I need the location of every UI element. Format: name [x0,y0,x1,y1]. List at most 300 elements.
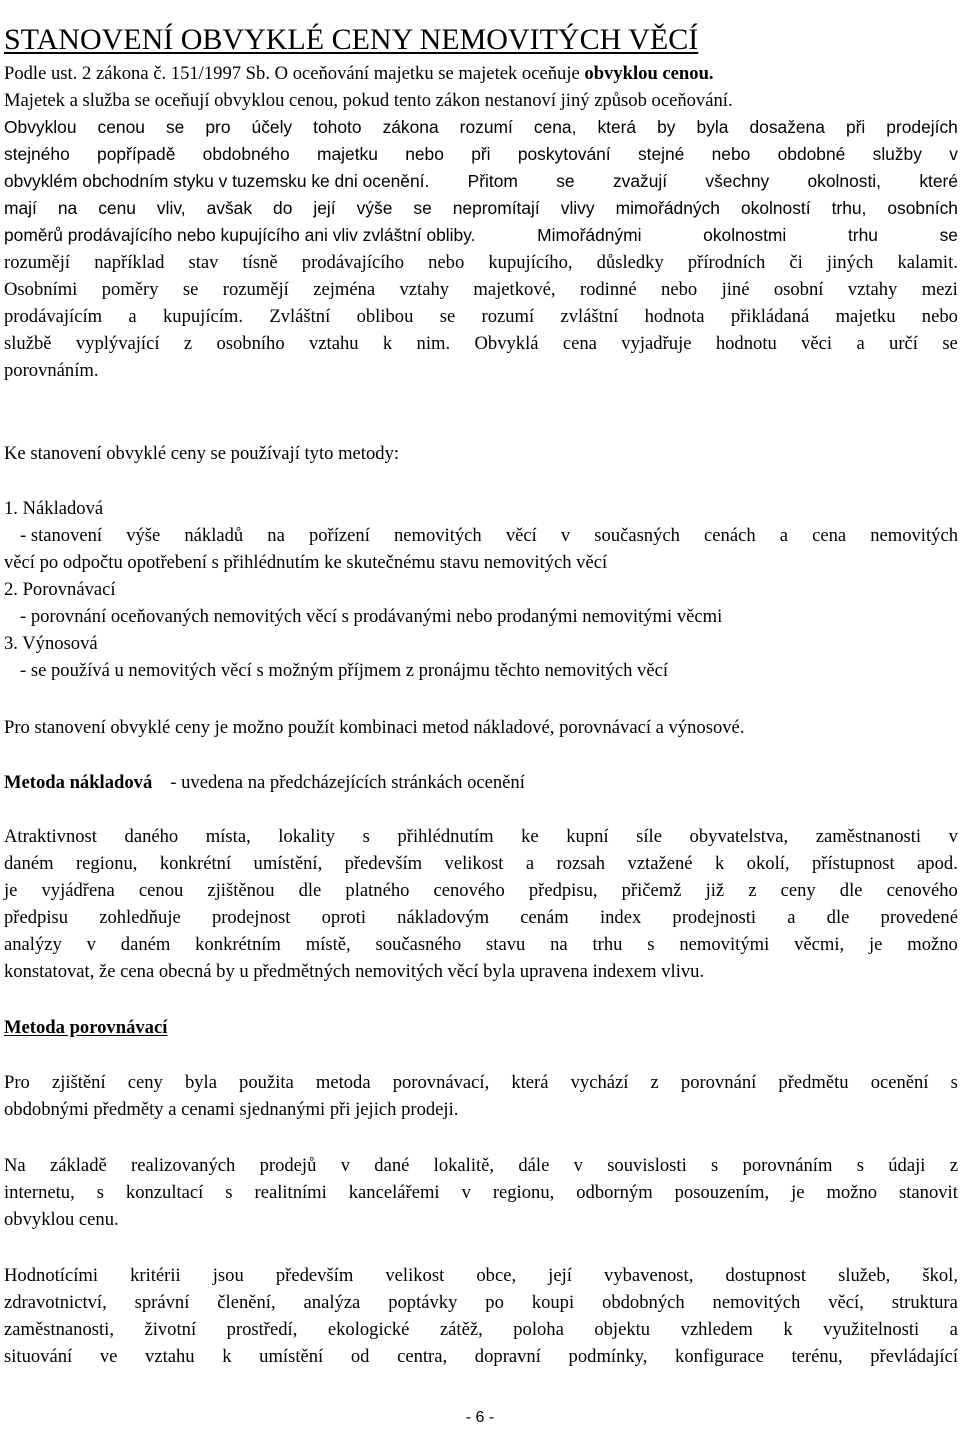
word: věci [801,333,833,354]
word: nebo [405,144,444,164]
word: všechny [705,171,770,191]
word: nebo [661,279,698,300]
word: cenám [520,907,569,928]
word: přičemž [621,880,682,901]
word: se [939,225,958,245]
word: regionu, [75,853,138,874]
word: konkrétním [195,934,281,955]
word: Mimořádnými [537,225,642,245]
word: možno [907,934,958,955]
word: umístění [259,1346,324,1367]
justified-line [4,168,958,195]
word: se [413,198,432,218]
word: zdravotnictví, [4,1292,107,1313]
justified-line [4,1179,958,1206]
word: poloha [513,1319,564,1340]
word: dle [298,880,322,901]
word: rozumí [481,306,535,327]
comparison-p2-last-line: obvyklou cenu. [4,1209,119,1230]
word: po [485,1292,504,1313]
method-desc-line: věcí po odpočtu opotřebení s přihlédnutím ke skutečnému stavu nemovitých věcí [4,552,608,573]
word: převládající [870,1346,958,1367]
word: přírodních [687,252,766,273]
word: porovnáním [742,1155,833,1176]
word: oproti [321,907,367,928]
word: přihlédnutím [397,826,494,847]
justified-line [4,877,958,904]
word: nebo [428,252,465,273]
word: dostupnost [725,1265,807,1286]
word: centra, [397,1346,448,1367]
word: trhu [847,225,878,245]
attractiveness-paragraph [4,823,958,985]
word: prodejů [259,1155,317,1176]
word: účely [251,117,293,137]
word: osobních [887,198,958,218]
word: mimořádných [615,198,720,218]
word: zjištěnou [207,880,275,901]
word: analýza [303,1292,361,1313]
word: osobního [216,333,285,354]
word: nemovitých [393,525,482,546]
word: kupujícího, [488,252,573,273]
word: nebo [711,144,751,164]
word: zvláštní [560,306,619,327]
justified-line [4,141,958,168]
word: obdobného [202,144,290,164]
word: rozumějí [4,252,71,273]
word: obce, [476,1265,517,1286]
word: obdobných [602,1292,685,1313]
word: vztahu [309,333,359,354]
word: konzultací [125,1182,204,1203]
word: místa, [205,826,251,847]
intro-lead: Podle ust. 2 zákona č. 151/1997 Sb. O oceňování majetku se majetek oceňuje [4,63,585,84]
word: metoda [315,1072,371,1093]
word: s [950,1072,958,1093]
word: kupujícím. [162,306,244,327]
intro-lead-bold: obvyklou cenou. [584,63,714,84]
word: mezi [921,279,958,300]
word: předpisu, [528,880,598,901]
word: pro [205,117,231,137]
word: situování [4,1346,73,1367]
word: základě [49,1155,107,1176]
word: kritérii [130,1265,181,1286]
word: přístupnost [811,853,895,874]
cost-method-line [4,769,958,796]
word: či [789,252,803,273]
intro-line-2: Majetek a služba se oceňují obvyklou cenou, pokud tento zákon nestanoví jiný způsob oceňování. [4,90,733,111]
word: které [919,171,958,191]
word: ceny [127,1072,163,1093]
methods-intro: Ke stanovení obvyklé ceny se používají tyto metody: [4,443,400,464]
word: objektu [594,1319,651,1340]
word: tohoto [313,117,362,137]
word: nemovitých [870,525,958,546]
word: výše [126,525,161,546]
word: cenového [433,880,505,901]
word: k [222,1346,232,1367]
word: nákladů [184,525,244,546]
word: majetkové, [473,279,556,300]
word: okolí, [746,853,790,874]
word: k [783,1319,793,1340]
word: s [96,1182,104,1203]
method-name: 1. Nákladová [4,498,104,519]
word: místě, [305,934,351,955]
word: a [128,306,137,327]
word: velikost [385,1265,445,1286]
word: jsou [212,1265,244,1286]
word: a [787,907,796,928]
comparison-method-heading: Metoda porovnávací [4,1017,168,1038]
word: prostředí, [226,1319,298,1340]
word: zátěž, [439,1319,483,1340]
word: především [344,853,423,874]
word: při [845,117,866,137]
word: z [748,880,757,901]
word: která [511,1072,549,1093]
word: dle [826,907,850,928]
comparison-paragraph-2 [4,1152,958,1233]
word: současných [594,525,680,546]
word: okolnosti, [807,171,881,191]
word: členění, [217,1292,276,1313]
word: stav [188,252,219,273]
word: Na [4,1155,26,1176]
word: služby [872,144,922,164]
method-desc-line [4,522,958,549]
word: s [362,826,370,847]
word: cenou [97,117,145,137]
word: v [340,1155,350,1176]
word: kalamit. [897,252,958,273]
word: porovnání [680,1072,757,1093]
word: konfigurace [675,1346,764,1367]
method-name: 2. Porovnávací [4,579,116,600]
word: nepromítají [452,198,540,218]
word: se [556,171,575,191]
word: vztahy [399,279,450,300]
justified-line [4,823,958,850]
word: ceny [780,880,816,901]
word: vliv, [156,198,186,218]
word: která [597,117,637,137]
justified-line [4,249,958,276]
intro-lead-line [4,60,958,87]
word: Pro [4,1072,30,1093]
word: Zvláštní [269,306,331,327]
word: s [856,1155,864,1176]
word: trhu, [831,198,867,218]
word: vzhledem [680,1319,753,1340]
intro-paragraph-sans [4,114,958,249]
word: posouzením, [674,1182,770,1203]
word: realitními [254,1182,327,1203]
word: zejména [313,279,376,300]
cost-method-note: - uvedena na předcházejících stránkách ocenění [170,772,525,793]
word: rozsah [556,853,606,874]
word: se [942,333,958,354]
word: apod. [917,853,958,874]
word: porovnávací, [392,1072,490,1093]
word: se [439,306,456,327]
word: dané [374,1155,410,1176]
word: regionu, [492,1182,555,1203]
word: byla [696,117,729,137]
word: jiné [721,279,750,300]
word: zaměstnanosti [815,826,922,847]
word: zaměstnanosti, [4,1319,114,1340]
justified-line [4,330,958,357]
word: vybavenost, [604,1265,694,1286]
word: dopravní [474,1346,541,1367]
word: na [550,934,568,955]
combination-text: Pro stanovení obvyklé ceny je možno použít kombinaci metod nákladové, porovnávací a výnosové. [4,717,745,738]
justified-line [4,1289,958,1316]
word: hodnota [644,306,705,327]
justified-line [4,195,958,222]
word: stanovit [899,1182,958,1203]
word: na [57,198,78,218]
word: použita [239,1072,294,1093]
word: její [548,1265,572,1286]
word: od [350,1346,370,1367]
word: především [275,1265,354,1286]
word: oblibou [356,306,414,327]
word: k [382,333,393,354]
word: důsledky [596,252,664,273]
word: poměrů prodávajícího nebo kupujícího ani vliv zvláštní obliby. [4,225,476,245]
word: daném [120,934,171,955]
word: tísně [242,252,278,273]
word: Osobními [4,279,78,300]
word: stejného [4,144,70,164]
word: z [949,1155,958,1176]
word: určí [889,333,918,354]
word: nemovitými [679,934,770,955]
word: vztažené [627,853,693,874]
word: index [599,907,642,928]
word: cena [812,525,847,546]
justified-line [4,276,958,303]
word: zákona [382,117,439,137]
word: její [313,198,336,218]
word: kancelářemi [348,1182,440,1203]
word: je [869,934,883,955]
word: dosažena [749,117,825,137]
word: s [225,1182,233,1203]
word: Přitom [467,171,518,191]
word: rozumějí [222,279,289,300]
word: vyjadřuje [621,333,692,354]
word: síle [636,826,662,847]
methods-list [4,495,958,684]
word: služeb, [838,1265,891,1286]
word: obvyklém obchodním styku v tuzemsku ke dni ocenění. [4,171,430,191]
word: v [560,525,571,546]
justified-line [4,1262,958,1289]
word: daného [124,826,179,847]
method-name: 3. Výnosová [4,633,98,654]
word: souvislosti [607,1155,687,1176]
word: Atraktivnost [4,826,97,847]
page-number: - 6 - [465,1409,495,1426]
word: rozumí [459,117,513,137]
justified-line [4,850,958,877]
word: podmínky, [568,1346,648,1367]
word: údaji [888,1155,926,1176]
word: a [525,853,535,874]
intro-last-line: porovnáním. [4,360,99,381]
word: majetku [317,144,378,164]
comparison-paragraph-3 [4,1262,958,1370]
cost-method-heading: Metoda nákladová [4,772,153,793]
word: cenou [138,880,184,901]
word: vztahu [145,1346,195,1367]
word: cena [562,333,597,354]
word: v [573,1155,583,1176]
word: životní [144,1319,197,1340]
comparison-paragraph-1 [4,1069,958,1123]
word: službě [4,333,52,354]
word: například [94,252,165,273]
word: a [779,525,788,546]
word: stavu [486,934,526,955]
page-title: STANOVENÍ OBVYKLÉ CENY NEMOVITÝCH VĚCÍ [4,23,699,57]
comparison-method-heading-line [4,1014,958,1041]
word: zjištění [51,1072,106,1093]
word: výše [356,198,393,218]
word: mají [4,198,37,218]
justified-line [4,303,958,330]
word: již [705,880,725,901]
word: koupi [531,1292,575,1313]
word: z [650,1072,659,1093]
word: okolnostmi [703,225,787,245]
word: možno [826,1182,878,1203]
word: předpisu [4,907,69,928]
justified-line [4,1343,958,1370]
word: ocenění [870,1072,929,1093]
justified-line [4,1316,958,1343]
word: by [657,117,676,137]
word: majetku [835,306,896,327]
word: zohledňuje [99,907,181,928]
word: s [647,934,655,955]
word: rodinné [579,279,637,300]
word: věcmi, [794,934,845,955]
word: cenového [886,880,958,901]
word: věcí [505,525,537,546]
word: terénu, [791,1346,843,1367]
word: obyvatelstva, [689,826,789,847]
word: pořízení [308,525,370,546]
word: se [165,117,185,137]
word: struktura [891,1292,958,1313]
word: prodejnost [211,907,291,928]
word: odborným [576,1182,653,1203]
word: vyjádřena [41,880,115,901]
word: stejné [637,144,685,164]
word: prodejích [886,117,958,137]
word: je [4,880,18,901]
word: vztahy [847,279,898,300]
word: je [791,1182,805,1203]
word: ve [99,1346,118,1367]
justified-line [4,904,958,931]
word: z [183,333,193,354]
word: vychází [570,1072,629,1093]
word: cenu [98,198,136,218]
word: nákladovým [397,907,490,928]
word: prodávajícího [301,252,404,273]
word: platného [345,880,410,901]
word: daném [4,853,54,874]
word: v [949,144,958,164]
word: při [471,144,491,164]
comparison-p1-last-line: obdobnými předměty a cenami sjednanými při jejich prodeji. [4,1099,459,1120]
word: v [461,1182,471,1203]
word: na [267,525,285,546]
word: osobní [773,279,824,300]
word: předmětu [778,1072,849,1093]
word: věcí, [828,1292,864,1313]
word: velikost [444,853,504,874]
word: a [856,333,865,354]
justified-line [4,114,958,141]
word: realizovaných [131,1155,236,1176]
word: popřípadě [97,144,176,164]
word: hodnotu [715,333,777,354]
word: vlivy [560,198,595,218]
word: provedené [880,907,958,928]
word: se [182,279,199,300]
word: nemovitých [712,1292,801,1313]
word: jiných [826,252,874,273]
word: cena, [533,117,577,137]
word: okolností [740,198,811,218]
word: dle [839,880,863,901]
word: cenách [704,525,756,546]
intro-section [4,60,958,114]
justified-line [4,931,958,958]
word: ke [521,826,539,847]
justified-line [4,1152,958,1179]
word: dále [518,1155,550,1176]
word: lokality [278,826,336,847]
justified-line [4,222,958,249]
word: škol, [922,1265,958,1286]
word: internetu, [4,1182,75,1203]
word: správní [134,1292,190,1313]
word: kupní [566,826,609,847]
word: přikládaná [730,306,810,327]
word: nebo [921,306,958,327]
word: s [711,1155,719,1176]
word: do [273,198,293,218]
method-desc-line: - se používá u nemovitých věcí s možným příjmem z pronájmu těchto nemovitých věcí [20,660,669,681]
word: lokalitě, [433,1155,495,1176]
word: konkrétní [159,853,232,874]
word: trhu [592,934,623,955]
word: nim. [416,333,451,354]
word: zvažují [612,171,668,191]
word: poptávky [388,1292,458,1313]
word: poměry [101,279,159,300]
word: a [949,1319,958,1340]
